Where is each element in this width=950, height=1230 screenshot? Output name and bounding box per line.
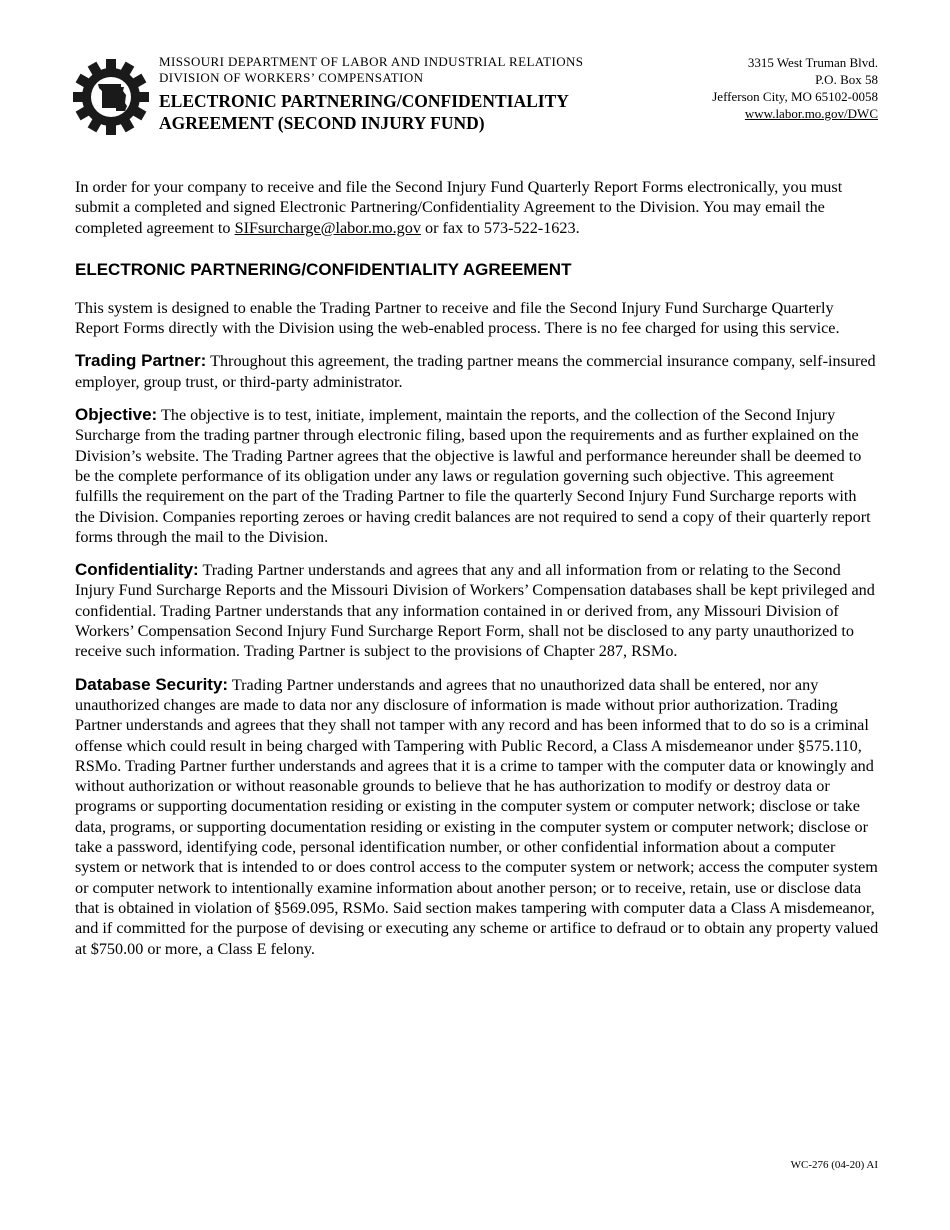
agency-address [712, 54, 878, 122]
department-name: MISSOURI DEPARTMENT OF LABOR AND INDUSTRIAL RELATIONS [159, 54, 584, 69]
paragraph-text: The objective is to test, initiate, implement, maintain the reports, and the collection of the Second Injury Surcharge from the trading partner through electronic filing, based upon the requirements and as further explained on the Division’s website. The Trading Partner agrees that the objective is lawful and performance hereunder shall be deemed to be the complete performance of its obligation under any laws or regulation governing such objective. This agreement fulfills the requirement on the part of the Trading Partner to file the quarterly Second Injury Fund Surcharge reports with the Division. Companies reporting zeroes or having credit balances are not required to send a copy of their quarterly report forms through the mail to the Division. [75, 406, 871, 546]
page-header [72, 54, 878, 144]
paragraph-text: Trading Partner understands and agrees that any and all information from or relating to the Second Injury Fund Surcharge Reports and the Missouri Division of Workers’ Compensation databases shall be kept privileged and confidential. Trading Partner understands that any information contained in or derived from, any Missouri Division of Workers’ Compensation Second Injury Fund Surcharge Report Form, shall not be disclosed to any party unauthorized to receive such information. Trading Partner is subject to the provisions of Chapter 287, RSMo. [75, 561, 875, 661]
form-title-line2: AGREEMENT (SECOND INJURY FUND) [159, 113, 485, 133]
division-name: DIVISION OF WORKERS’ COMPENSATION [159, 70, 424, 85]
form-title [159, 90, 629, 134]
paragraph-lead: Trading Partner: [75, 351, 207, 371]
form-title-line1: ELECTRONIC PARTNERING/CONFIDENTIALITY [159, 91, 569, 111]
paragraph-lead: Objective: [75, 405, 158, 425]
document-body [75, 177, 880, 972]
website-link[interactable]: www.labor.mo.gov/DWC [744, 106, 878, 121]
description-paragraph: This system is designed to enable the Trading Partner to receive and file the Second Injury Fund Surcharge Quarterly Report Forms directly with the Division using the web-enabled process. There is no fee charged for using this service. [75, 298, 840, 338]
trading-partner-paragraph [75, 351, 880, 392]
form-number: WC-276 (04-20) AI [790, 1159, 878, 1171]
intro-text-before-email: In order for your company to receive and file the Second Injury Fund Quarterly Report Forms electronically, you must submit a completed and signed Electronic Partnering/Confidentiality Agreement to the Division. You may email the completed agreement to [75, 178, 843, 237]
paragraph-text: Trading Partner understands and agrees that no unauthorized data shall be entered, nor any unauthorized changes are made to data nor any disclosure of information is made without prior authorization. Trading Partner understands and agrees that they shall not tamper with any record and has been informed that to do so is a criminal offense which could result in being charged with Tampering with Public Record, a Class A misdemeanor under §575.110, RSMo. Trading Partner further understands and agrees that it is a crime to tamper with the computer data or knowingly and without authorization or without reasonable grounds to believe that he has authorization to modify or destroy data or programs or supporting documentation residing or existing in the computer system or computer network; disclose or take data, programs, or supporting documentation residing or existing in the computer system or computer network; disclose or take a password, identifying code, personal identification number, or other confidential information about a computer system or network that is intended to or does control access to the computer system or network; access the computer system or computer network to intentionally examine information about another person; or to receive, retain, use or disclose data that is obtained in violation of §569.095, RSMo. Said section makes tampering with computer data a Class A misdemeanor, and if committed for the purpose of devising or executing any scheme or artifice to defraud or to obtain any property valued at $750.00 or more, a Class E felony. [75, 675, 879, 958]
email-link[interactable]: SIFsurcharge@labor.mo.gov [234, 218, 421, 237]
objective-paragraph [75, 405, 880, 547]
address-line3: Jefferson City, MO 65102-0058 [712, 89, 878, 104]
confidentiality-paragraph [75, 560, 880, 661]
section-heading: ELECTRONIC PARTNERING/CONFIDENTIALITY AGREEMENT [75, 259, 572, 279]
paragraph-lead: Confidentiality: [75, 560, 199, 580]
address-line1: 3315 West Truman Blvd. [747, 55, 878, 70]
missouri-gear-seal-icon [72, 58, 150, 136]
intro-paragraph [75, 177, 880, 238]
intro-text-after-email: or fax to 573-522-1623. [420, 218, 580, 237]
paragraph-text: Throughout this agreement, the trading partner means the commercial insurance company, self-insured employer, group trust, or third-party administrator. [75, 352, 876, 391]
header-titles [159, 54, 629, 134]
database-security-paragraph [75, 675, 880, 959]
paragraph-lead: Database Security: [75, 674, 229, 694]
address-line2: P.O. Box 58 [815, 72, 878, 87]
